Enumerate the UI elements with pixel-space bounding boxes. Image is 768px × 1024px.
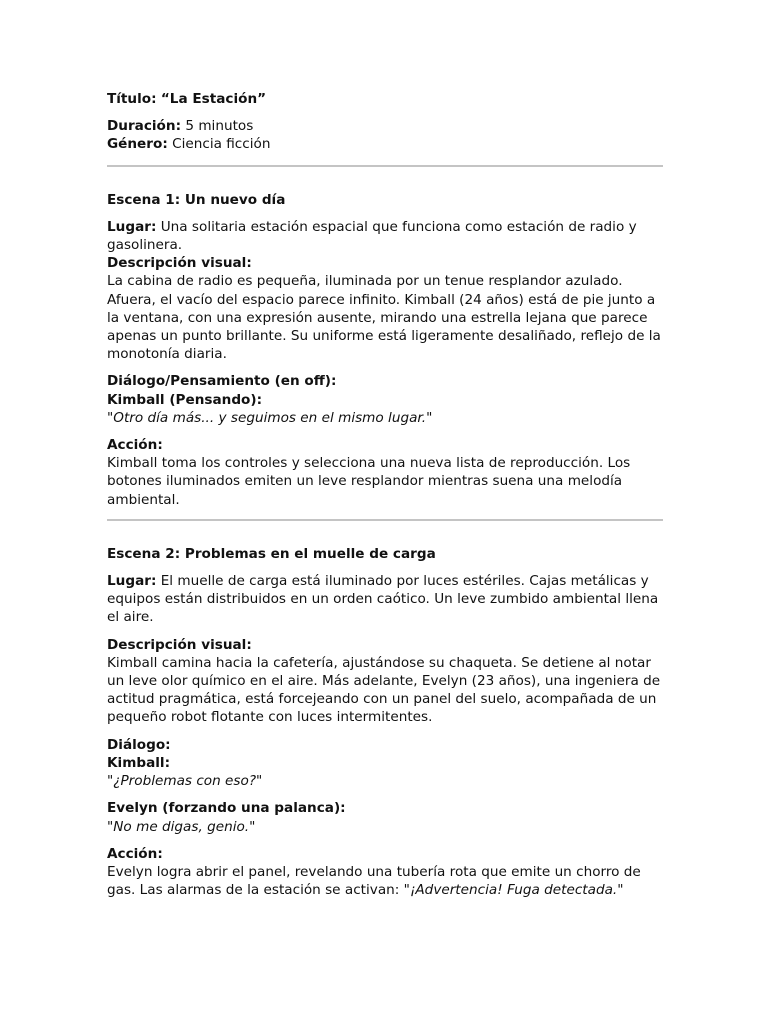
- scene2-visual-text: Kimball camina hacia la cafetería, ajustándose su chaqueta. Se detiene al notar un leve olor químico en el aire. Más adelante, Evelyn (23 años), una ingeniera de actitud pragmática, está forcejeando con un panel del suelo, acompañada de un pequeño robot flotante con luces intermitentes.: [107, 654, 661, 726]
- scene1-speaker: Kimball (Pensando):: [107, 391, 263, 408]
- scene2-action-text: [107, 863, 663, 899]
- duration-label: Duración:: [107, 118, 182, 135]
- scene2-dialogue-label: Diálogo:: [107, 736, 171, 753]
- duration-line: [107, 117, 663, 135]
- genre-line: [107, 135, 663, 153]
- quote-close: ": [249, 818, 256, 835]
- genre-label: Género:: [107, 136, 168, 153]
- title-label: Título:: [107, 91, 157, 107]
- scene1-action-text: Kimball toma los controles y selecciona una nueva lista de reproducción. Los botones iluminados emiten un leve resplandor mientras suena una melodía ambiental.: [107, 455, 631, 508]
- scene2-place-text: El muelle de carga está iluminado por luces estériles. Cajas metálicas y equipos están distribuidos en un orden caótico. Un leve zumbido ambiental llena el aire.: [107, 573, 659, 626]
- quote-open: ": [107, 818, 114, 835]
- scene2-action-label: Acción:: [107, 845, 163, 862]
- scene2-action-alert: ¡Advertencia! Fuga detectada.: [409, 882, 618, 899]
- scene1-dialogue-label: Diálogo/Pensamiento (en off):: [107, 373, 337, 390]
- scene1-place-text: Una solitaria estación espacial que funciona como estación de radio y gasolinera.: [107, 218, 637, 254]
- scene2-speaker-kimball: Kimball:: [107, 754, 171, 771]
- quote-close: ": [256, 773, 263, 790]
- scene1-quote-text: Otro día más... y seguimos en el mismo lugar.: [113, 409, 427, 426]
- scene2-action-after: ": [617, 882, 624, 899]
- title-value: “La Estación”: [160, 91, 267, 107]
- scene2-line2-text: No me digas, genio.: [113, 818, 250, 835]
- scene1-action-label: Acción:: [107, 437, 163, 454]
- scene2-line-evelyn: [107, 818, 663, 836]
- scene2-speaker-evelyn: Evelyn (forzando una palanca):: [107, 800, 346, 817]
- scene1-visual-text: La cabina de radio es pequeña, iluminada por un tenue resplandor azulado. Afuera, el vacío del espacio parece infinito. Kimball (24 años) está de pie junto a la ventana, con una expresión ausente, mirando una estrella lejana que parece apenas un punto brillante. Su uniforme está ligeramente desaliñado, reflejo de la monotonía diaria.: [107, 273, 661, 363]
- scene2-visual-label: Descripción visual:: [107, 636, 252, 653]
- scene2-title: Escena 2: Problemas en el muelle de carga: [107, 545, 436, 562]
- scene1-place: [107, 218, 663, 254]
- genre-value: Ciencia ficción: [172, 136, 271, 153]
- scene2-place: [107, 572, 663, 627]
- scene2-place-label: Lugar:: [107, 573, 157, 590]
- scene2-line1-text: ¿Problemas con eso?: [113, 773, 257, 790]
- scene2-action-before: Evelyn logra abrir el panel, revelando una tubería rota que emite un chorro de gas. Las alarmas de la estación se activan: ": [107, 863, 641, 899]
- scene1-quote: [107, 409, 663, 427]
- scene1-title: Escena 1: Un nuevo día: [107, 191, 286, 208]
- scene2-line-kimball: [107, 772, 663, 790]
- scene1-visual-label: Descripción visual:: [107, 255, 252, 272]
- duration-value: 5 minutos: [185, 118, 254, 135]
- quote-open: ": [107, 773, 114, 790]
- script-page: [107, 90, 663, 899]
- scene1-place-label: Lugar:: [107, 218, 157, 235]
- quote-close: ": [426, 409, 433, 426]
- script-title-line: [107, 90, 663, 108]
- quote-open: ": [107, 409, 114, 426]
